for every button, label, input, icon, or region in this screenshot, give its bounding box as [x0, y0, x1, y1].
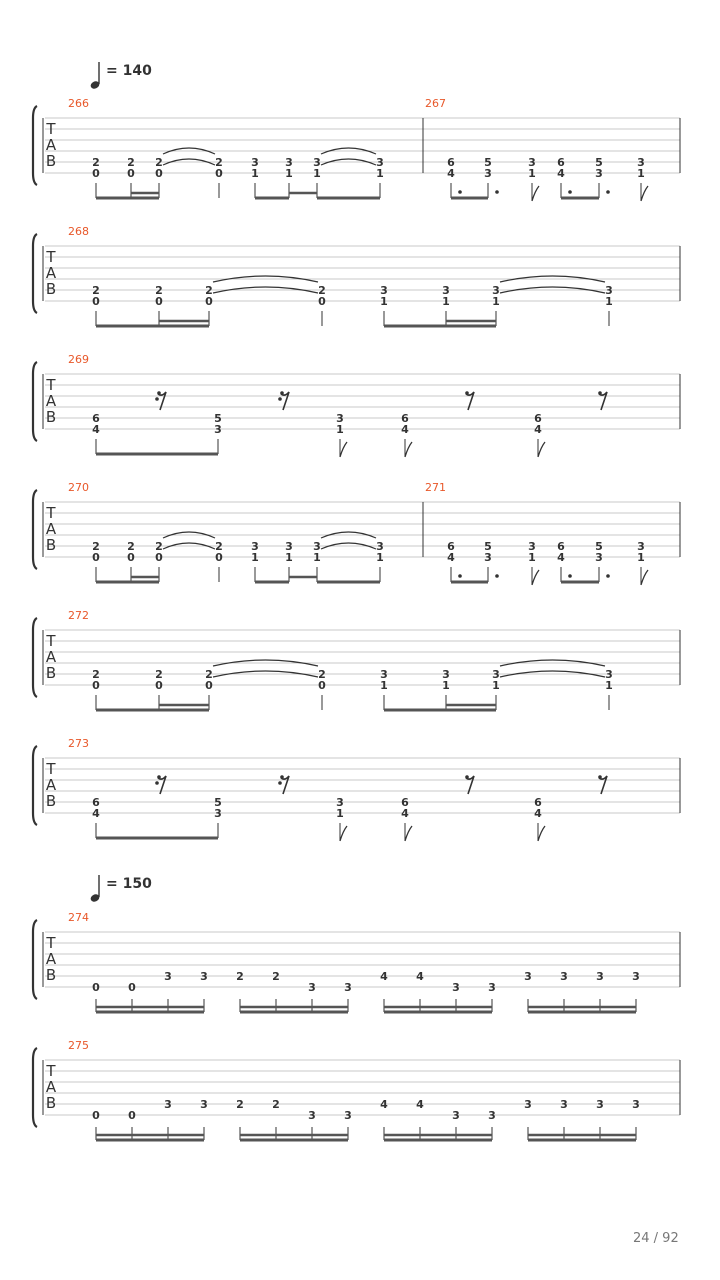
fret-number: 0: [318, 295, 326, 308]
fret-number: 3: [200, 970, 208, 983]
tab-staff: [33, 481, 680, 585]
fret-number: 3: [524, 970, 532, 983]
fret-number: 3: [308, 1109, 316, 1122]
fret-number: 4: [557, 551, 565, 564]
staff-bracket: [33, 746, 37, 825]
note-flag: [405, 826, 412, 841]
tab-clef-letter: A: [45, 1078, 57, 1096]
fret-number: 2: [318, 284, 326, 297]
tab-clef-letter: A: [45, 776, 57, 794]
fret-number: 2: [236, 1098, 244, 1111]
fret-number: 2: [205, 284, 213, 297]
fret-number: 3: [285, 156, 293, 169]
rest-dot: [278, 397, 282, 401]
measure-number: 273: [68, 737, 89, 750]
fret-number: 0: [92, 167, 100, 180]
rest-dot: [280, 391, 284, 395]
fret-number: 1: [528, 551, 536, 564]
fret-number: 4: [401, 807, 409, 820]
fret-number: 0: [155, 167, 163, 180]
fret-number: 3: [632, 1098, 640, 1111]
fret-number: 2: [92, 284, 100, 297]
fret-number: 1: [380, 679, 388, 692]
tab-staff: [33, 353, 680, 457]
augmentation-dot: [568, 574, 572, 578]
fret-number: 2: [127, 540, 135, 553]
fret-number: 1: [376, 551, 384, 564]
fret-number: 3: [605, 668, 613, 681]
measure-number: 268: [68, 225, 89, 238]
note-flag: [641, 570, 648, 585]
fret-number: 2: [155, 540, 163, 553]
rest-dot: [598, 775, 602, 779]
fret-number: 3: [285, 540, 293, 553]
fret-number: 3: [442, 284, 450, 297]
tempo-label: = 140: [106, 63, 152, 79]
fret-number: 3: [313, 156, 321, 169]
fret-number: 1: [605, 295, 613, 308]
fret-number: 3: [595, 167, 603, 180]
fret-number: 3: [605, 284, 613, 297]
fret-number: 1: [442, 679, 450, 692]
rest-dot: [155, 397, 159, 401]
tab-clef-letter: T: [46, 504, 56, 522]
fret-number: 3: [560, 970, 568, 983]
fret-number: 6: [534, 412, 542, 425]
fret-number: 3: [484, 551, 492, 564]
staff-bracket: [33, 490, 37, 569]
fret-number: 3: [528, 540, 536, 553]
fret-number: 0: [127, 167, 135, 180]
staff-bracket: [33, 362, 37, 441]
fret-number: 3: [376, 156, 384, 169]
fret-number: 0: [92, 1109, 100, 1122]
tab-clef-letter: B: [45, 1094, 57, 1112]
fret-number: 3: [637, 156, 645, 169]
fret-number: 0: [155, 551, 163, 564]
fret-number: 3: [214, 423, 222, 436]
tab-clef-letter: T: [46, 934, 56, 952]
fret-number: 2: [155, 156, 163, 169]
fret-number: 3: [214, 807, 222, 820]
fret-number: 3: [251, 156, 259, 169]
measure-number: 271: [425, 481, 446, 494]
fret-number: 4: [416, 970, 424, 983]
measure-number: 275: [68, 1039, 89, 1052]
fret-number: 5: [214, 796, 222, 809]
fret-number: 4: [380, 1098, 388, 1111]
fret-number: 3: [313, 540, 321, 553]
fret-number: 2: [272, 1098, 280, 1111]
fret-number: 1: [285, 167, 293, 180]
tab-clef-letter: B: [45, 792, 57, 810]
fret-number: 3: [595, 551, 603, 564]
fret-number: 0: [155, 679, 163, 692]
fret-number: 3: [632, 970, 640, 983]
tab-clef-letter: A: [45, 648, 57, 666]
fret-number: 3: [524, 1098, 532, 1111]
fret-number: 0: [205, 295, 213, 308]
tab-clef-letter: B: [45, 408, 57, 426]
fret-number: 6: [401, 796, 409, 809]
tab-clef-letter: A: [45, 950, 57, 968]
fret-number: 4: [447, 167, 455, 180]
fret-number: 2: [92, 156, 100, 169]
fret-number: 3: [376, 540, 384, 553]
tab-clef-letter: B: [45, 664, 57, 682]
fret-number: 4: [92, 423, 100, 436]
fret-number: 6: [557, 540, 565, 553]
staff-bracket: [33, 920, 37, 999]
tab-staff: [33, 609, 680, 710]
fret-number: 3: [164, 1098, 172, 1111]
fret-number: 1: [251, 551, 259, 564]
fret-number: 3: [596, 1098, 604, 1111]
tab-clef-letter: A: [45, 520, 57, 538]
fret-number: 5: [214, 412, 222, 425]
fret-number: 1: [528, 167, 536, 180]
note-flag: [538, 826, 545, 841]
note-flag: [532, 186, 539, 201]
fret-number: 3: [251, 540, 259, 553]
measure-number: 266: [68, 97, 89, 110]
fret-number: 1: [492, 679, 500, 692]
fret-number: 1: [637, 167, 645, 180]
tab-clef-letter: T: [46, 248, 56, 266]
fret-number: 2: [92, 668, 100, 681]
fret-number: 1: [251, 167, 259, 180]
fret-number: 4: [92, 807, 100, 820]
fret-number: 3: [164, 970, 172, 983]
tab-staff: [33, 911, 680, 1012]
fret-number: 3: [308, 981, 316, 994]
fret-number: 2: [155, 668, 163, 681]
staff-bracket: [33, 234, 37, 313]
augmentation-dot: [568, 190, 572, 194]
rest-dot: [157, 775, 161, 779]
rest-dot: [280, 775, 284, 779]
fret-number: 3: [452, 1109, 460, 1122]
fret-number: 2: [318, 668, 326, 681]
staff-bracket: [33, 618, 37, 697]
fret-number: 3: [637, 540, 645, 553]
fret-number: 3: [488, 1109, 496, 1122]
fret-number: 5: [484, 540, 492, 553]
fret-number: 3: [442, 668, 450, 681]
fret-number: 4: [416, 1098, 424, 1111]
fret-number: 1: [492, 295, 500, 308]
fret-number: 4: [380, 970, 388, 983]
rest-dot: [157, 391, 161, 395]
augmentation-dot: [495, 190, 499, 194]
rest-dot: [598, 391, 602, 395]
note-flag: [340, 442, 347, 457]
augmentation-dot: [458, 190, 462, 194]
tempo-marking: [89, 875, 152, 903]
fret-number: 5: [595, 540, 603, 553]
fret-number: 3: [344, 1109, 352, 1122]
fret-number: 3: [344, 981, 352, 994]
fret-number: 2: [236, 970, 244, 983]
fret-number: 1: [380, 295, 388, 308]
fret-number: 1: [605, 679, 613, 692]
tab-clef-letter: B: [45, 152, 57, 170]
tab-clef-letter: A: [45, 264, 57, 282]
augmentation-dot: [606, 190, 610, 194]
fret-number: 0: [127, 551, 135, 564]
fret-number: 2: [92, 540, 100, 553]
fret-number: 3: [200, 1098, 208, 1111]
fret-number: 1: [637, 551, 645, 564]
fret-number: 3: [484, 167, 492, 180]
tempo-marking: [89, 62, 152, 90]
fret-number: 2: [155, 284, 163, 297]
fret-number: 0: [318, 679, 326, 692]
fret-number: 1: [336, 423, 344, 436]
rest-dot: [465, 391, 469, 395]
staff-bracket: [33, 1048, 37, 1127]
fret-number: 5: [484, 156, 492, 169]
fret-number: 3: [452, 981, 460, 994]
augmentation-dot: [606, 574, 610, 578]
fret-number: 2: [215, 540, 223, 553]
fret-number: 4: [534, 807, 542, 820]
measure-number: 267: [425, 97, 446, 110]
fret-number: 0: [205, 679, 213, 692]
tab-clef-letter: T: [46, 632, 56, 650]
fret-number: 1: [442, 295, 450, 308]
tempo-label: = 150: [106, 876, 152, 892]
fret-number: 3: [492, 668, 500, 681]
fret-number: 3: [336, 796, 344, 809]
fret-number: 0: [92, 295, 100, 308]
fret-number: 6: [401, 412, 409, 425]
measure-number: 269: [68, 353, 89, 366]
rest-dot: [278, 781, 282, 785]
fret-number: 3: [488, 981, 496, 994]
tab-clef-letter: A: [45, 392, 57, 410]
tab-staff: [33, 737, 680, 841]
staff-bracket: [33, 106, 37, 185]
tab-staff: [33, 1039, 680, 1140]
fret-number: 3: [380, 668, 388, 681]
fret-number: 3: [596, 970, 604, 983]
fret-number: 2: [272, 970, 280, 983]
measure-number: 272: [68, 609, 89, 622]
fret-number: 5: [595, 156, 603, 169]
note-flag: [538, 442, 545, 457]
tab-staff: [33, 225, 680, 326]
fret-number: 2: [205, 668, 213, 681]
fret-number: 3: [528, 156, 536, 169]
fret-number: 0: [215, 551, 223, 564]
rest-dot: [465, 775, 469, 779]
fret-number: 0: [128, 1109, 136, 1122]
tab-clef-letter: B: [45, 280, 57, 298]
fret-number: 4: [557, 167, 565, 180]
note-flag: [405, 442, 412, 457]
page-indicator: 24 / 92: [633, 1231, 679, 1246]
tab-clef-letter: B: [45, 966, 57, 984]
tab-clef-letter: B: [45, 536, 57, 554]
fret-number: 1: [336, 807, 344, 820]
tab-clef-letter: T: [46, 376, 56, 394]
fret-number: 4: [534, 423, 542, 436]
fret-number: 4: [401, 423, 409, 436]
fret-number: 0: [92, 551, 100, 564]
augmentation-dot: [495, 574, 499, 578]
fret-number: 6: [447, 156, 455, 169]
fret-number: 0: [155, 295, 163, 308]
note-flag: [532, 570, 539, 585]
fret-number: 1: [376, 167, 384, 180]
fret-number: 0: [92, 981, 100, 994]
fret-number: 6: [447, 540, 455, 553]
fret-number: 2: [127, 156, 135, 169]
tab-clef-letter: T: [46, 1062, 56, 1080]
tab-clef-letter: T: [46, 120, 56, 138]
fret-number: 3: [336, 412, 344, 425]
tab-staff: [33, 97, 680, 201]
note-flag: [641, 186, 648, 201]
augmentation-dot: [458, 574, 462, 578]
fret-number: 6: [557, 156, 565, 169]
fret-number: 0: [92, 679, 100, 692]
fret-number: 0: [215, 167, 223, 180]
fret-number: 3: [492, 284, 500, 297]
fret-number: 6: [534, 796, 542, 809]
measure-number: 274: [68, 911, 89, 924]
fret-number: 1: [313, 167, 321, 180]
fret-number: 4: [447, 551, 455, 564]
tab-clef-letter: T: [46, 760, 56, 778]
measure-number: 270: [68, 481, 89, 494]
tab-clef-letter: A: [45, 136, 57, 154]
fret-number: 3: [380, 284, 388, 297]
note-flag: [340, 826, 347, 841]
fret-number: 6: [92, 796, 100, 809]
fret-number: 3: [560, 1098, 568, 1111]
fret-number: 1: [285, 551, 293, 564]
fret-number: 6: [92, 412, 100, 425]
fret-number: 0: [128, 981, 136, 994]
rest-dot: [155, 781, 159, 785]
fret-number: 1: [313, 551, 321, 564]
fret-number: 2: [215, 156, 223, 169]
